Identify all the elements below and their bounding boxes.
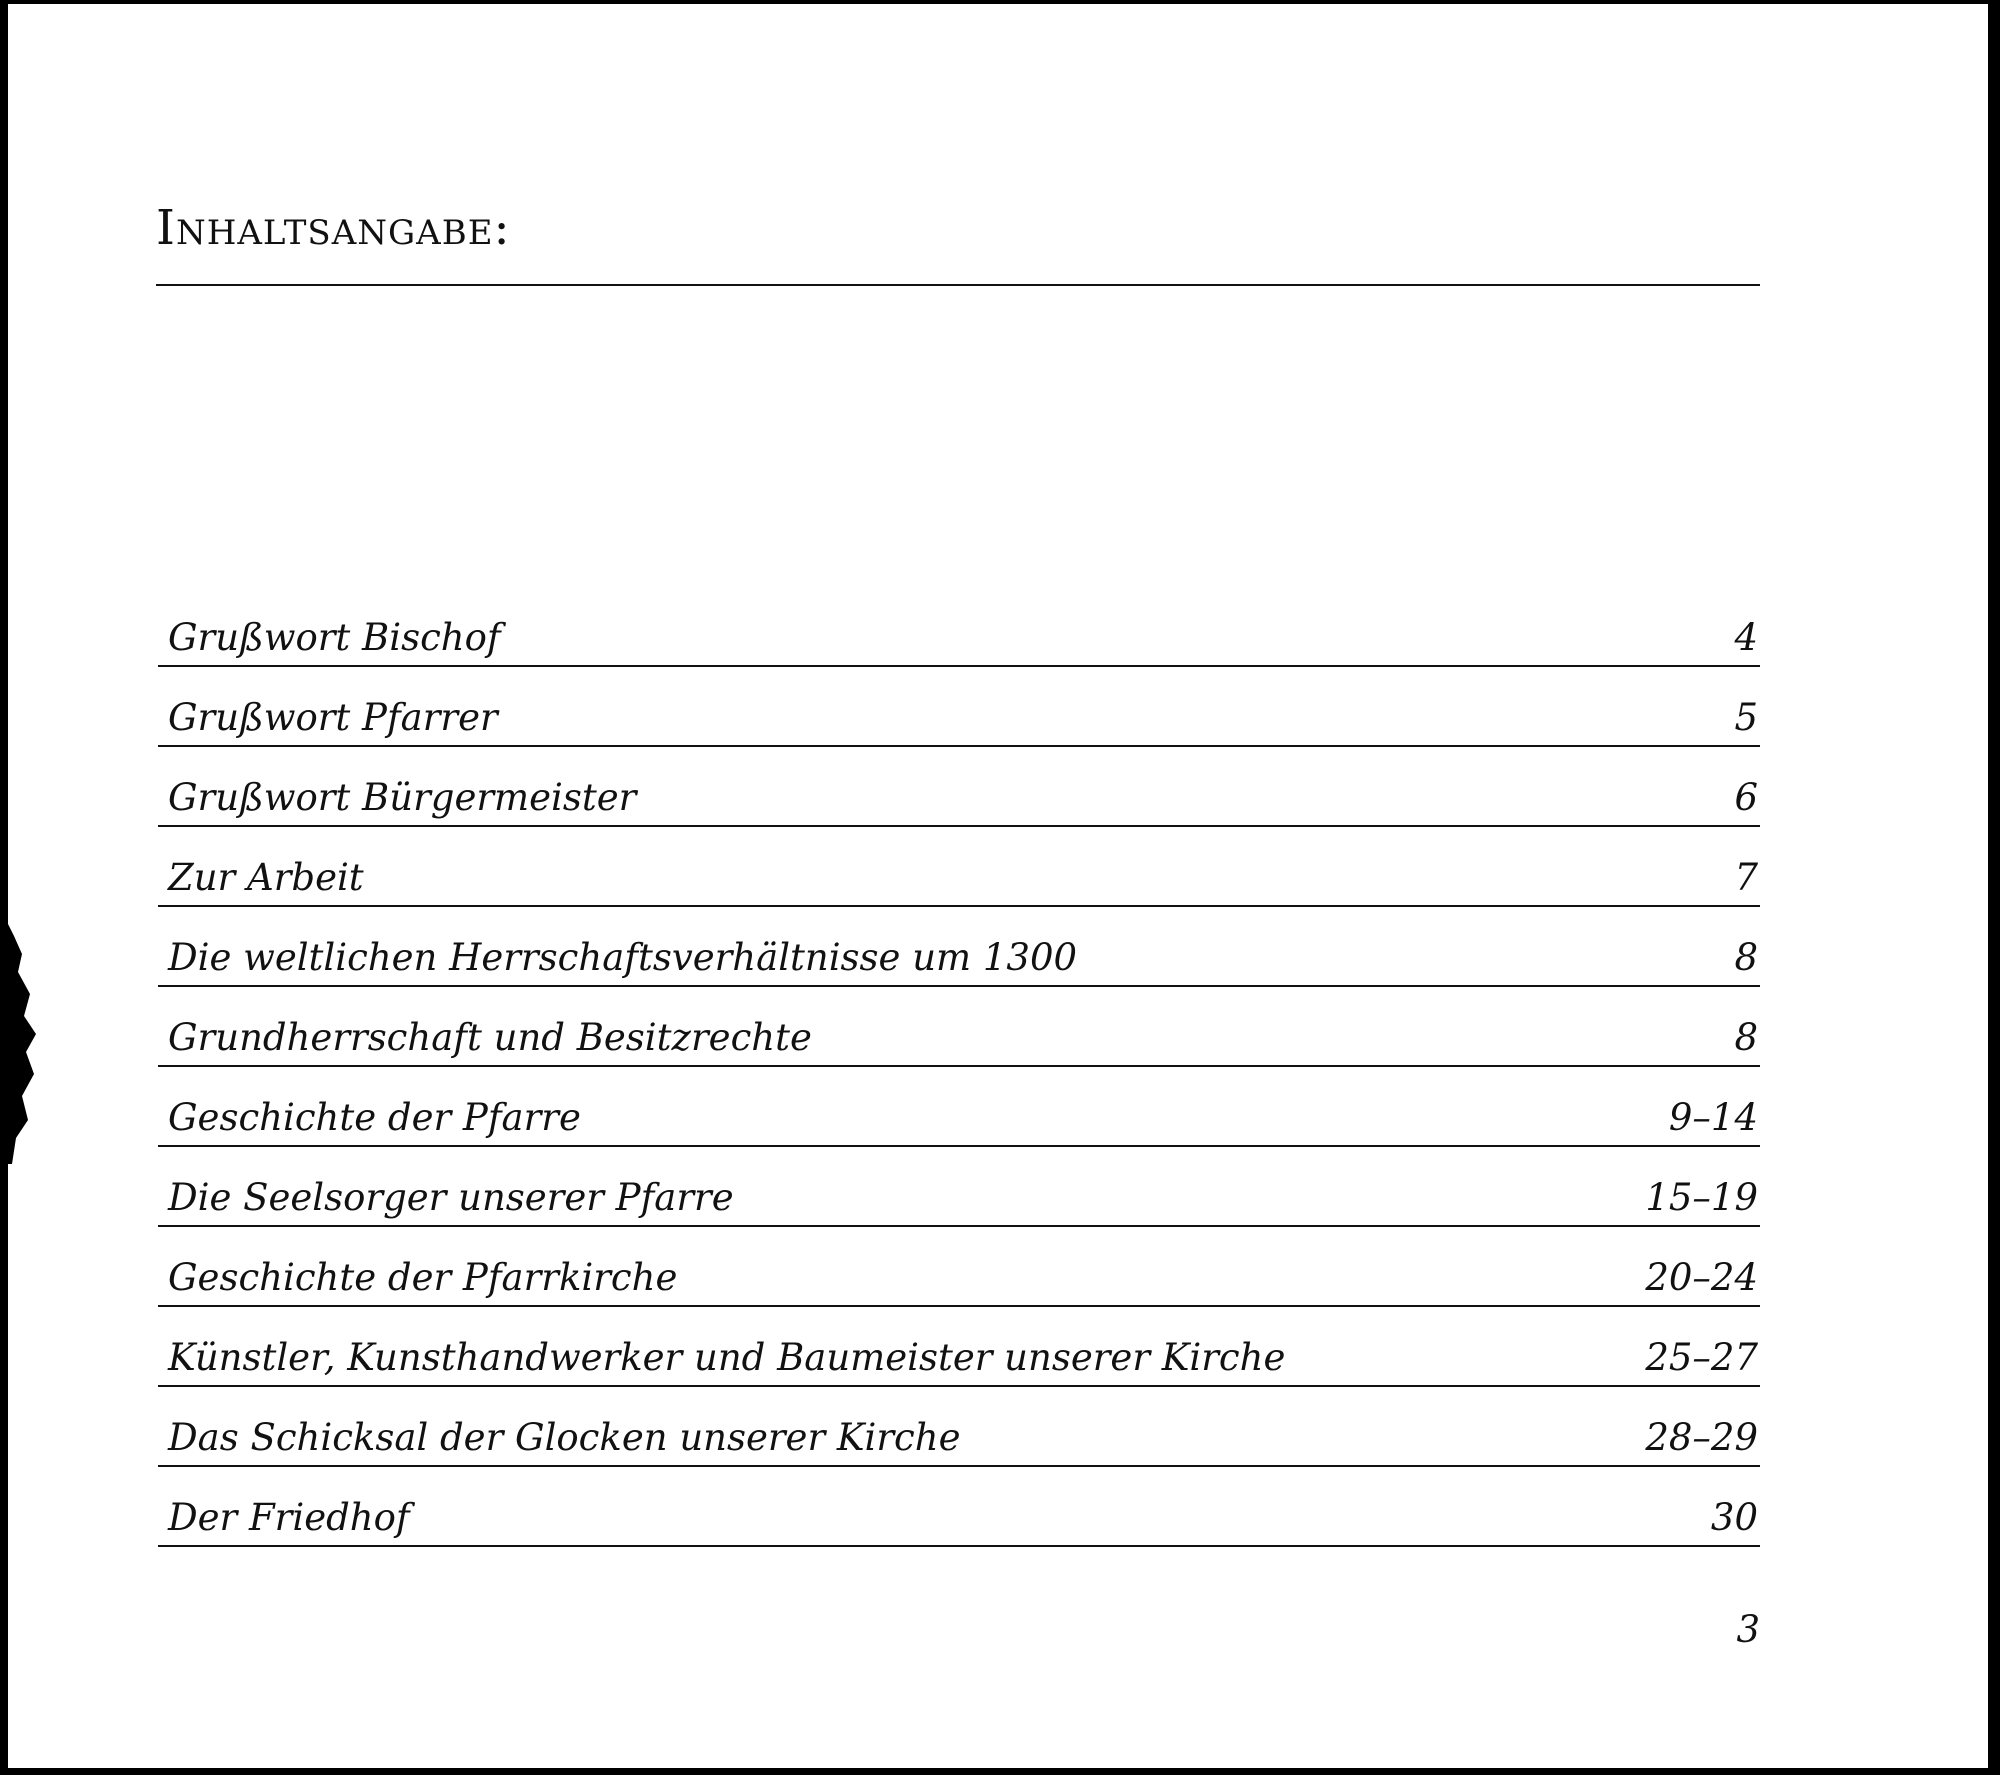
page-title: Inhaltsangabe: [156, 200, 511, 256]
toc-entry-page: 5 [1734, 696, 1758, 739]
toc-entry [158, 1149, 1760, 1227]
title-divider [156, 284, 1760, 286]
toc-entry-title: Grußwort Bürgermeister [168, 776, 637, 819]
torn-edge [8, 924, 42, 1164]
toc-entry [158, 1469, 1760, 1547]
toc-entry-title: Künstler, Kunsthandwerker und Baumeister unserer Kirche [168, 1336, 1286, 1379]
toc-entry-page: 9–14 [1668, 1096, 1758, 1139]
toc-entry-page: 4 [1734, 616, 1758, 659]
document-page [8, 4, 1988, 1768]
toc-entry-title: Grußwort Pfarrer [168, 696, 498, 739]
toc-entry-title: Die Seelsorger unserer Pfarre [168, 1176, 734, 1219]
toc-entry-title: Grußwort Bischof [168, 616, 501, 659]
toc-entry-page: 20–24 [1645, 1256, 1758, 1299]
toc-entry [158, 989, 1760, 1067]
toc-entry-page: 25–27 [1645, 1336, 1758, 1379]
toc-entry-page: 15–19 [1645, 1176, 1758, 1219]
page-number: 3 [1736, 1608, 1760, 1651]
toc-entry-page: 28–29 [1645, 1416, 1758, 1459]
toc-entry [158, 909, 1760, 987]
toc-entry-title: Das Schicksal der Glocken unserer Kirche [168, 1416, 961, 1459]
toc-entry [158, 829, 1760, 907]
toc-entry [158, 1069, 1760, 1147]
toc-entry [158, 1389, 1760, 1467]
toc-entry [158, 1229, 1760, 1307]
table-of-contents [158, 589, 1760, 1549]
toc-entry-page: 8 [1734, 936, 1758, 979]
toc-entry-page: 30 [1710, 1496, 1758, 1539]
toc-entry-title: Die weltlichen Herrschaftsverhältnisse um 1300 [168, 936, 1078, 979]
toc-entry [158, 589, 1760, 667]
toc-entry [158, 749, 1760, 827]
toc-entry [158, 1309, 1760, 1387]
toc-entry-page: 8 [1734, 1016, 1758, 1059]
toc-entry-page: 6 [1734, 776, 1758, 819]
toc-entry-title: Grundherrschaft und Besitzrechte [168, 1016, 812, 1059]
toc-entry [158, 669, 1760, 747]
toc-entry-title: Geschichte der Pfarre [168, 1096, 581, 1139]
toc-entry-title: Geschichte der Pfarrkirche [168, 1256, 678, 1299]
toc-entry-title: Der Friedhof [168, 1496, 410, 1539]
toc-entry-page: 7 [1734, 856, 1758, 899]
toc-entry-title: Zur Arbeit [168, 856, 364, 899]
